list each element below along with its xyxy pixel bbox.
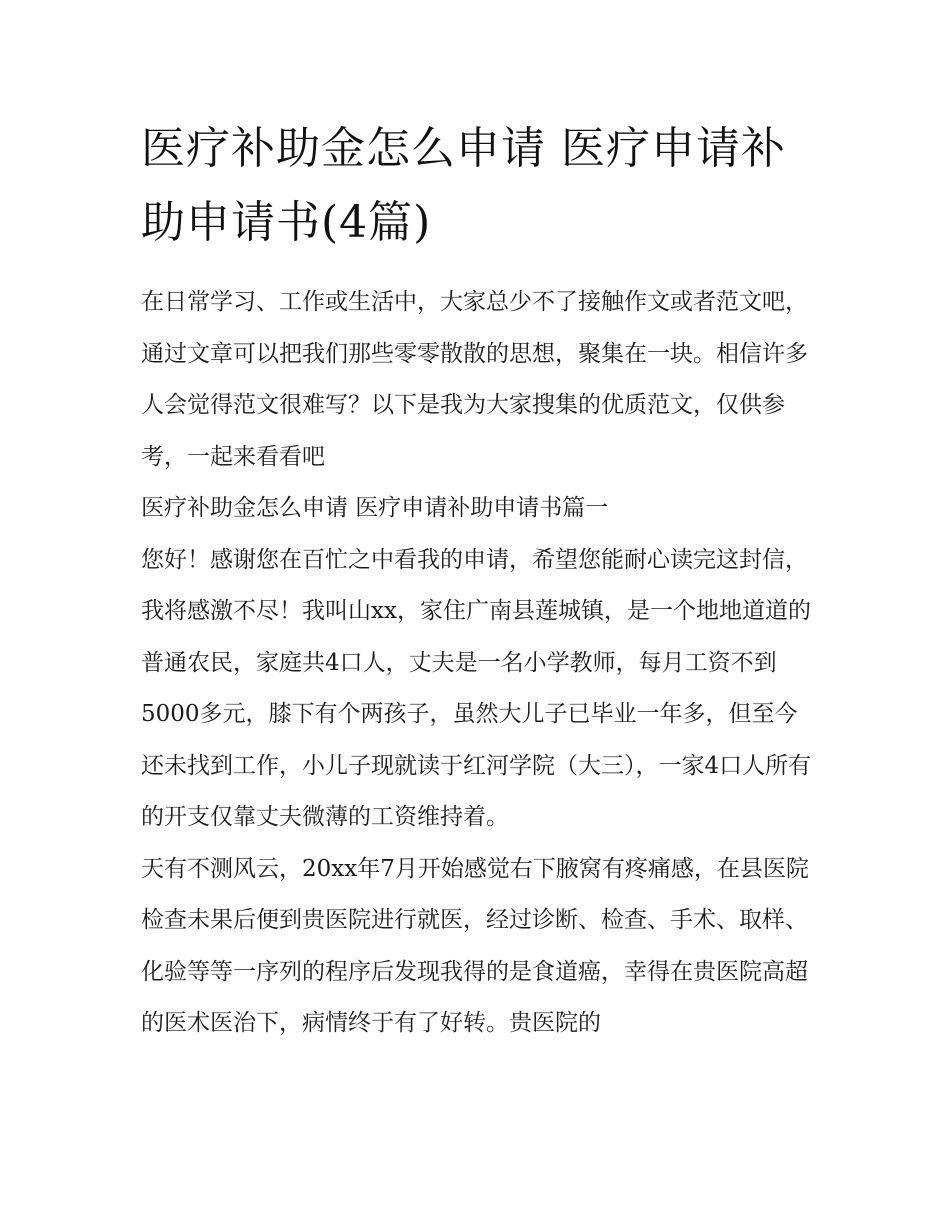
letter-paragraph-1: 您好！感谢您在百忙之中看我的申请，希望您能耐心读完这封信，我将感激不尽！我叫山xx，家住广南县莲城镇，是一个地地道道的普通农民，家庭共4口人，丈夫是一名小学教师，每月工资不到5000多元，膝下有个两孩子，虽然大儿子已毕业一年多，但至今还未找到工作，小儿子现就读于红河学院（大三），一家4口人所有的开支仅靠丈夫微薄的工资维持着。 [141, 546, 812, 830]
document-body [141, 112, 813, 1050]
section-heading: 医疗补助金怎么申请 医疗申请补助申请书篇一 [141, 495, 609, 521]
letter-paragraph-2: 天有不测风云，20xx年7月开始感觉右下腋窝有疼痛感，在县医院检查未果后便到贵医院进行就医，经过诊断、检查、手术、取样、化验等等一序列的程序后发现我得的是食道癌，幸得在贵医院高超的医术医治下，病情终于有了好转。贵医院的 [141, 855, 809, 1036]
intro-paragraph: 在日常学习、工作或生活中，大家总少不了接触作文或者范文吧，通过文章可以把我们那些零零散散的思想，聚集在一块。相信许多人会觉得范文很难写？以下是我为大家搜集的优质范文，仅供参考，一起来看看吧 [141, 289, 808, 470]
document-title: 医疗补助金怎么申请 医疗申请补助申请书(4篇) [141, 123, 786, 248]
